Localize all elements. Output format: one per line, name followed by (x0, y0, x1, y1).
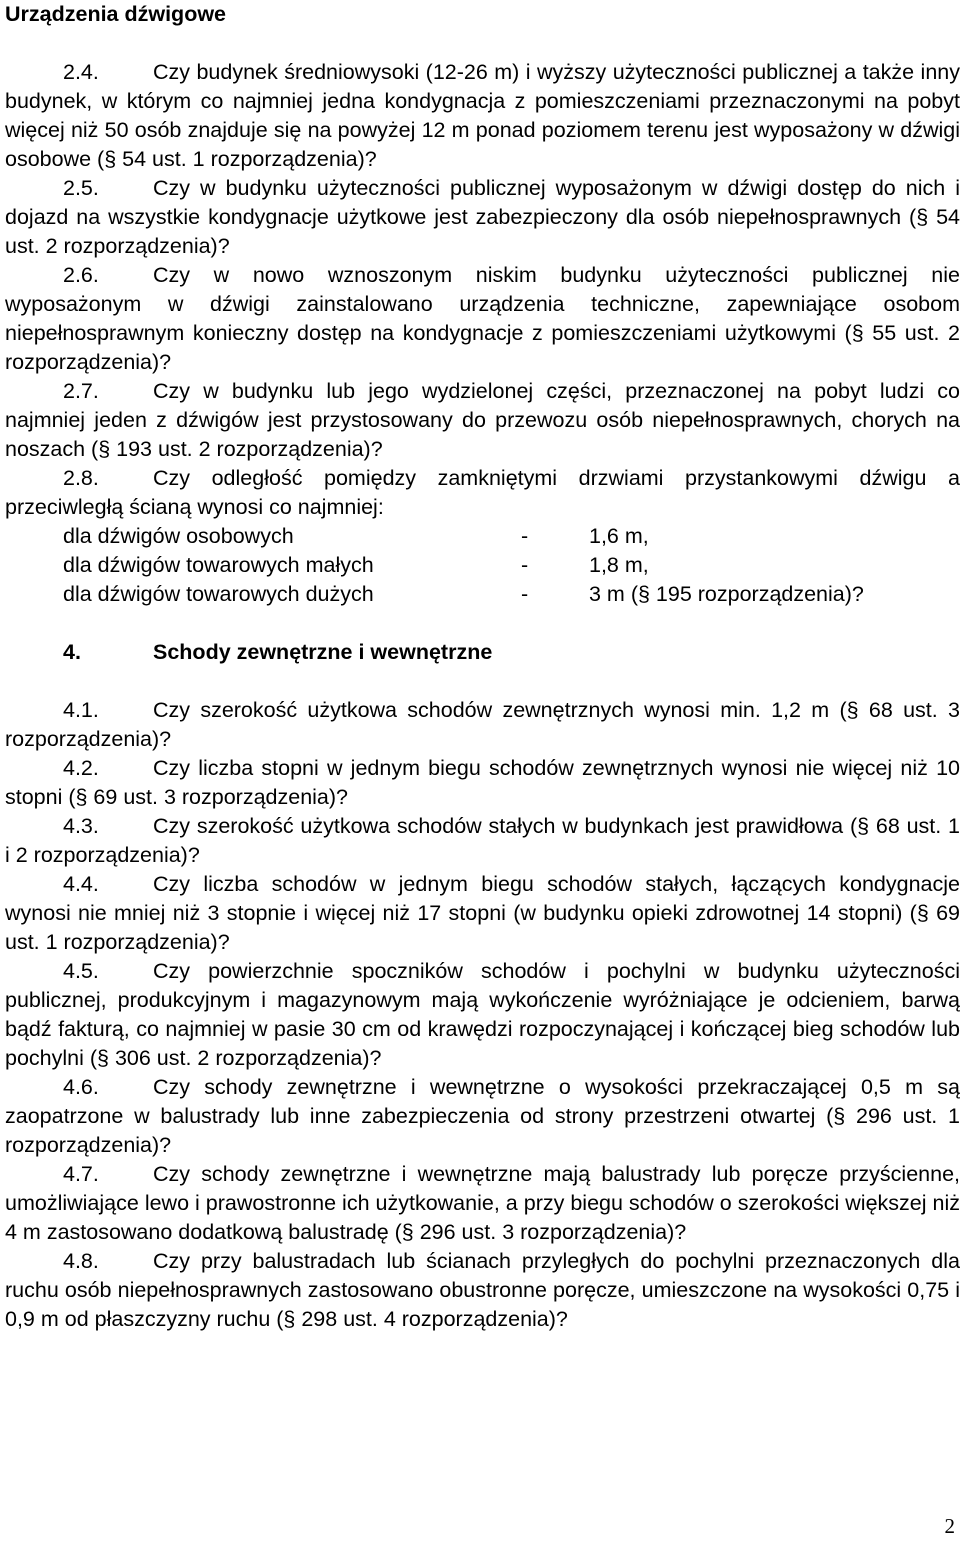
question-number: 2.6. (63, 263, 99, 287)
question-2-5 (5, 174, 960, 261)
lift-distance: 1,8 m, (589, 553, 649, 577)
lift-distance-list (5, 522, 960, 609)
question-text: Czy liczba schodów w jednym biegu schodów stałych, łączących kondygnacje wynosi nie mniej niż 3 stopnie i więcej niż 17 stopni (w budynku opieki zdrowotnej 14 stopni) (§ 69 ust. 1 rozporządzenia)? (5, 872, 960, 954)
lift-type: dla dźwigów towarowych małych (63, 553, 374, 577)
question-number: 4.7. (63, 1162, 99, 1186)
lift-distance: 3 m (§ 195 rozporządzenia)? (589, 582, 864, 606)
question-4-5 (5, 957, 960, 1073)
lift-type: dla dźwigów osobowych (63, 524, 294, 548)
question-2-6 (5, 261, 960, 377)
lift-distance: 1,6 m, (589, 524, 649, 548)
question-text: Czy w budynku użyteczności publicznej wyposażonym w dźwigi dostęp do nich i dojazd na wszystkie kondygnacje użytkowe jest zabezpieczony dla osób niepełnosprawnych (§ 54 ust. 2 rozporządzenia)? (5, 176, 960, 258)
question-text: Czy w budynku lub jego wydzielonej części, przeznaczonej na pobyt ludzi co najmniej jeden z dźwigów jest przystosowany do przewozu osób niepełnosprawnych, chorych na noszach (§ 193 ust. 2 rozporządzenia)? (5, 379, 960, 461)
question-number: 2.8. (63, 466, 99, 490)
question-2-4 (5, 58, 960, 174)
section-title-text: Schody zewnętrzne i wewnętrzne (153, 640, 493, 664)
section-heading: Urządzenia dźwigowe (5, 2, 227, 26)
dash: - (521, 582, 529, 606)
question-number: 4.5. (63, 959, 99, 983)
spacer (5, 29, 960, 58)
question-number: 2.5. (63, 176, 99, 200)
dash: - (521, 524, 529, 548)
page-number: 2 (944, 1514, 955, 1538)
lift-type: dla dźwigów towarowych dużych (63, 582, 374, 606)
list-item (5, 580, 960, 609)
question-text: Czy liczba stopni w jednym biegu schodów zewnętrznych wynosi nie więcej niż 10 stopni (§ 69 ust. 3 rozporządzenia)? (5, 756, 960, 809)
document-page (5, 0, 960, 1334)
question-text: Czy powierzchnie spoczników schodów i pochylni w budynku użyteczności publicznej, produkcyjnym i magazynowym mają wykończenie wyróżniające je odcieniem, barwą bądź fakturą, co najmniej w pasie 30 cm od krawędzi rozpoczynającej i kończącej bieg schodów lub pochylni (§ 306 ust. 2 rozporządzenia)? (5, 959, 960, 1070)
question-text: Czy w nowo wznoszonym niskim budynku użyteczności publicznej nie wyposażonym w dźwigi zainstalowano urządzenia techniczne, zapewniające osobom niepełnosprawnym konieczny dostęp na kondygnacje z pomieszczeniami użytkowymi (§ 55 ust. 2 rozporządzenia)? (5, 263, 960, 374)
question-4-1 (5, 696, 960, 754)
question-number: 4.2. (63, 756, 99, 780)
question-text: Czy schody zewnętrzne i wewnętrzne o wysokości przekraczającej 0,5 m są zaopatrzone w balustrady lub inne zabezpieczenia od strony przestrzeni otwartej (§ 296 ust. 1 rozporządzenia)? (5, 1075, 960, 1157)
question-4-6 (5, 1073, 960, 1160)
question-number: 4.1. (63, 698, 99, 722)
question-text: Czy przy balustradach lub ścianach przyległych do pochylni przeznaczonych dla ruchu osób niepełnosprawnych zastosowano obustronne poręcze, umieszczone na wysokości 0,75 i 0,9 m od płaszczyzny ruchu (§ 298 ust. 4 rozporządzenia)? (5, 1249, 960, 1331)
question-number: 2.4. (63, 60, 99, 84)
dash: - (521, 553, 529, 577)
list-item (5, 522, 960, 551)
question-number: 4.3. (63, 814, 99, 838)
question-text: Czy szerokość użytkowa schodów stałych w budynkach jest prawidłowa (§ 68 ust. 1 i 2 rozporządzenia)? (5, 814, 960, 867)
question-4-7 (5, 1160, 960, 1247)
question-text: Czy schody zewnętrzne i wewnętrzne mają balustrady lub poręcze przyścienne, umożliwiające lewo i prawostronne ich użytkowanie, a przy biegu schodów o szerokości większej niż 4 m zastosowano dodatkową balustradę (§ 296 ust. 3 rozporządzenia)? (5, 1162, 960, 1244)
list-item (5, 551, 960, 580)
question-4-8 (5, 1247, 960, 1334)
question-number: 4.6. (63, 1075, 99, 1099)
section-number: 4. (63, 640, 81, 664)
question-number: 4.4. (63, 872, 99, 896)
question-number: 4.8. (63, 1249, 99, 1273)
spacer (5, 609, 960, 638)
question-number: 2.7. (63, 379, 99, 403)
spacer (5, 667, 960, 696)
question-text: Czy szerokość użytkowa schodów zewnętrznych wynosi min. 1,2 m (§ 68 ust. 3 rozporządzenia)? (5, 698, 960, 751)
question-2-7 (5, 377, 960, 464)
question-text: Czy odległość pomiędzy zamkniętymi drzwiami przystankowymi dźwigu a przeciwległą ścianą wynosi co najmniej: (5, 466, 960, 519)
question-2-8 (5, 464, 960, 522)
question-text: Czy budynek średniowysoki (12-26 m) i wyższy użyteczności publicznej a także inny budynek, w którym co najmniej jedna kondygnacja z pomieszczeniami przeznaczonymi na pobyt więcej niż 50 osób znajduje się na powyżej 12 m ponad poziomem terenu jest wyposażony w dźwigi osobowe (§ 54 ust. 1 rozporządzenia)? (5, 60, 960, 171)
question-4-2 (5, 754, 960, 812)
section-title (5, 638, 960, 667)
question-4-3 (5, 812, 960, 870)
question-4-4 (5, 870, 960, 957)
